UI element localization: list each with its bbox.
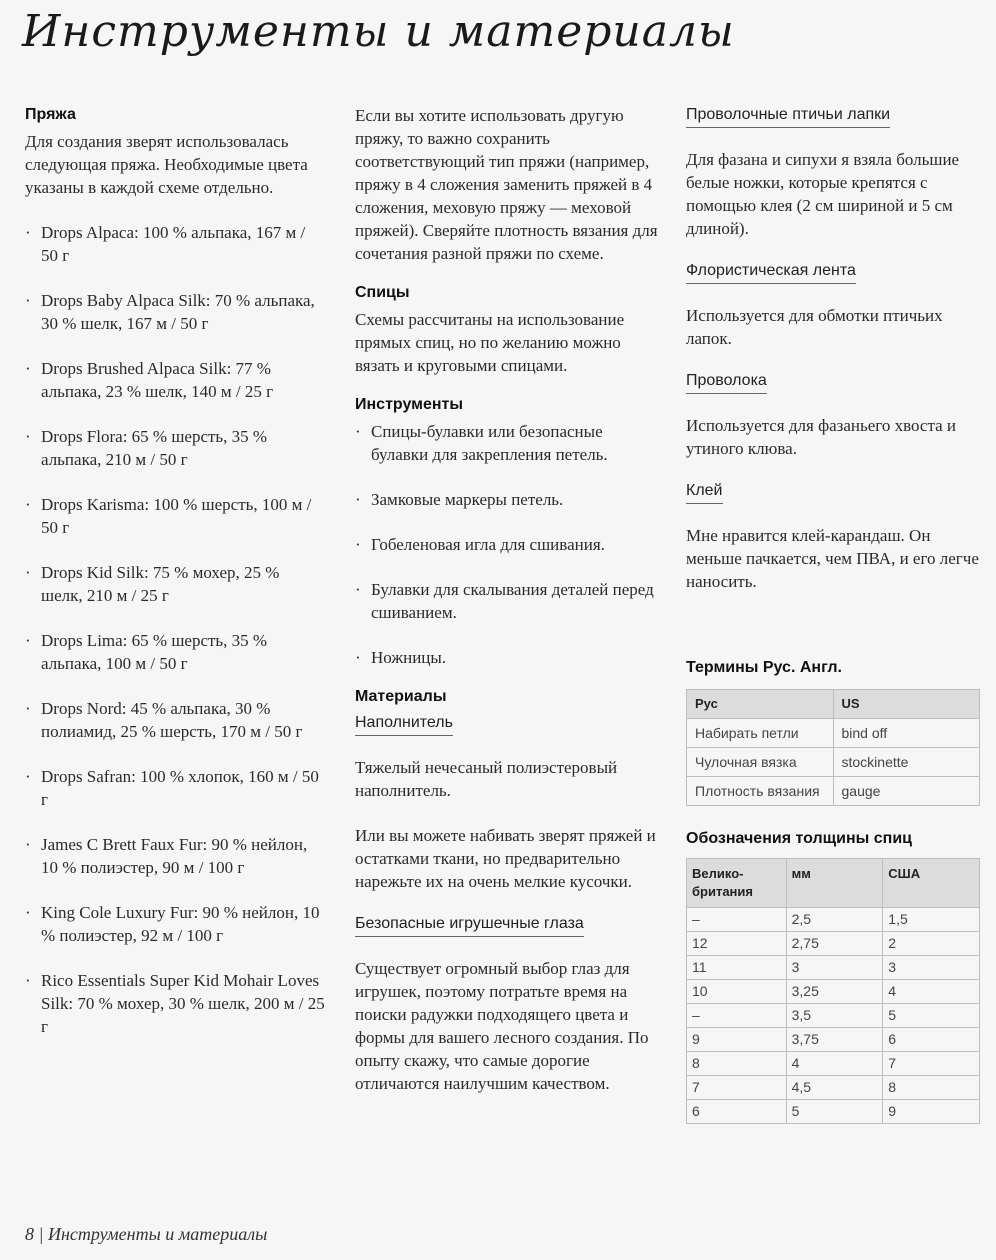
terms-table [686,689,980,806]
materials-heading: Материалы [355,688,447,705]
table-cell: 6 [883,1028,980,1052]
table-cell: Плотность вязания [687,777,834,806]
table-header-cell: США [883,859,980,908]
table-header-cell: US [833,690,980,719]
list-item: · Drops Safran: 100 % хлопок, 160 м / 50 г [25,765,325,811]
list-item: · Булавки для скалывания деталей перед сшиванием. [355,578,660,624]
column-yarn [25,104,325,1038]
table-header-row [687,690,980,719]
table-cell: 1,5 [883,908,980,932]
table-cell: 3 [883,956,980,980]
list-item: · Замковые маркеры петель. [355,488,660,511]
tools-list [355,420,660,669]
table-cell: 3,5 [786,1004,883,1028]
table-row [687,1028,980,1052]
table-cell: gauge [833,777,980,806]
list-item: · Drops Brushed Alpaca Silk: 77 % альпака, 23 % шелк, 140 м / 25 г [25,357,325,403]
table-cell: 9 [687,1028,787,1052]
table-cell: 11 [687,956,787,980]
table-row [687,748,980,777]
bird-feet-heading: Проволочные птичьи лапки [686,104,890,128]
table-row [687,1004,980,1028]
table-cell: 5 [883,1004,980,1028]
table-cell: 12 [687,932,787,956]
page-title: Инструменты и материалы [22,6,735,57]
needles-heading: Спицы [355,284,410,301]
needle-sizes-table [686,858,980,1124]
table-cell: bind off [833,719,980,748]
table-cell: 10 [687,980,787,1004]
table-cell: 7 [687,1076,787,1100]
filler-heading: Наполнитель [355,712,453,736]
filler-text: Тяжелый нечесаный полиэстеровый наполнитель. [355,758,618,800]
floral-tape-heading: Флористическая лента [686,260,856,284]
needles-text: Схемы рассчитаны на использование прямых спиц, но по желанию можно вязать и круговыми спицами. [355,310,625,375]
footer-separator: | [38,1224,44,1244]
list-item: · Drops Nord: 45 % альпака, 30 % полиамид, 25 % шерсть, 170 м / 50 г [25,697,325,743]
table-cell: 3,25 [786,980,883,1004]
table-row [687,932,980,956]
table-cell: – [687,908,787,932]
tools-heading: Инструменты [355,396,464,413]
page-number: 8 [25,1224,34,1244]
list-item: · James C Brett Faux Fur: 90 % нейлон, 10 % полиэстер, 90 м / 100 г [25,833,325,879]
yarn-heading: Пряжа [25,106,76,123]
eyes-heading: Безопасные игрушечные глаза [355,913,584,937]
list-item: · Drops Flora: 65 % шерсть, 35 % альпака, 210 м / 50 г [25,425,325,471]
list-item: · Спицы-булавки или безопасные булавки для закрепления петель. [355,420,660,466]
table-row [687,908,980,932]
table-header-cell: Рус [687,690,834,719]
table-cell: 9 [883,1100,980,1124]
list-item: · Drops Kid Silk: 75 % мохер, 25 % шелк, 210 м / 25 г [25,561,325,607]
list-item: · Drops Alpaca: 100 % альпака, 167 м / 50 г [25,221,325,267]
filler-alt-text: Или вы можете набивать зверят пряжей и остатками ткани, но предварительно нарежьте их на очень мелкие кусочки. [355,826,656,891]
table-cell: 2,5 [786,908,883,932]
table-cell: 4,5 [786,1076,883,1100]
wire-heading: Проволока [686,370,767,394]
yarn-substitution-note: Если вы хотите использовать другую пряжу, то важно сохранить соответствующий тип пряжи (например, пряжу в 4 сложения заменить пряжей в 4 сложения, меховую пряжу — меховой пряжей). Сверяйте плотность вязания для сочетания разной пряжи по схеме. [355,106,658,263]
wire-text: Используется для фазаньего хвоста и утиного клюва. [686,416,956,458]
list-item: · Rico Essentials Super Kid Mohair Loves Silk: 70 % мохер, 30 % шелк, 200 м / 25 г [25,969,325,1038]
table-header-cell: мм [786,859,883,908]
terms-heading: Термины Рус. Англ. [686,659,842,676]
table-cell: 3 [786,956,883,980]
page-footer [25,1224,267,1245]
list-item: · Drops Baby Alpaca Silk: 70 % альпака, 30 % шелк, 167 м / 50 г [25,289,325,335]
column-extras [686,104,986,1124]
needle-sizes-heading: Обозначения толщины спиц [686,830,912,847]
table-cell: Чулочная вязка [687,748,834,777]
glue-heading: Клей [686,480,723,504]
column-tools [355,104,660,1095]
table-row [687,1100,980,1124]
table-cell: 3,75 [786,1028,883,1052]
table-cell: 2 [883,932,980,956]
list-item: · King Cole Luxury Fur: 90 % нейлон, 10 % полиэстер, 92 м / 100 г [25,901,325,947]
table-cell: – [687,1004,787,1028]
table-cell: 4 [786,1052,883,1076]
list-item: · Drops Lima: 65 % шерсть, 35 % альпака, 100 м / 50 г [25,629,325,675]
table-cell: stockinette [833,748,980,777]
bird-feet-text: Для фазана и сипухи я взяла большие белые ножки, которые крепятся с помощью клея (2 см шириной и 5 см длиной). [686,150,960,238]
yarn-list [25,221,325,1038]
table-cell: Набирать петли [687,719,834,748]
list-item: · Гобеленовая игла для сшивания. [355,533,660,556]
table-cell: 7 [883,1052,980,1076]
footer-section-title: Инструменты и материалы [47,1224,268,1244]
table-cell: 5 [786,1100,883,1124]
table-cell: 8 [687,1052,787,1076]
floral-tape-text: Используется для обмотки птичьих лапок. [686,306,943,348]
table-cell: 2,75 [786,932,883,956]
table-row [687,777,980,806]
table-row [687,719,980,748]
table-cell: 4 [883,980,980,1004]
table-header-cell: Великобритания [687,859,787,908]
list-item: · Drops Karisma: 100 % шерсть, 100 м / 50 г [25,493,325,539]
table-cell: 6 [687,1100,787,1124]
table-cell: 8 [883,1076,980,1100]
table-header-row [687,859,980,908]
table-row [687,956,980,980]
eyes-text: Существует огромный выбор глаз для игрушек, поэтому потратьте время на поиски радужки подходящего цвета и формы для вашего лесного создания. По опыту скажу, что самые дорогие отличаются наилучшим качеством. [355,959,649,1093]
table-row [687,1076,980,1100]
glue-text: Мне нравится клей-карандаш. Он меньше пачкается, чем ПВА, и его легче наносить. [686,526,979,591]
table-row [687,980,980,1004]
yarn-intro: Для создания зверят использовалась следующая пряжа. Необходимые цвета указаны в каждой схеме отдельно. [25,132,308,197]
table-row [687,1052,980,1076]
list-item: · Ножницы. [355,646,660,669]
